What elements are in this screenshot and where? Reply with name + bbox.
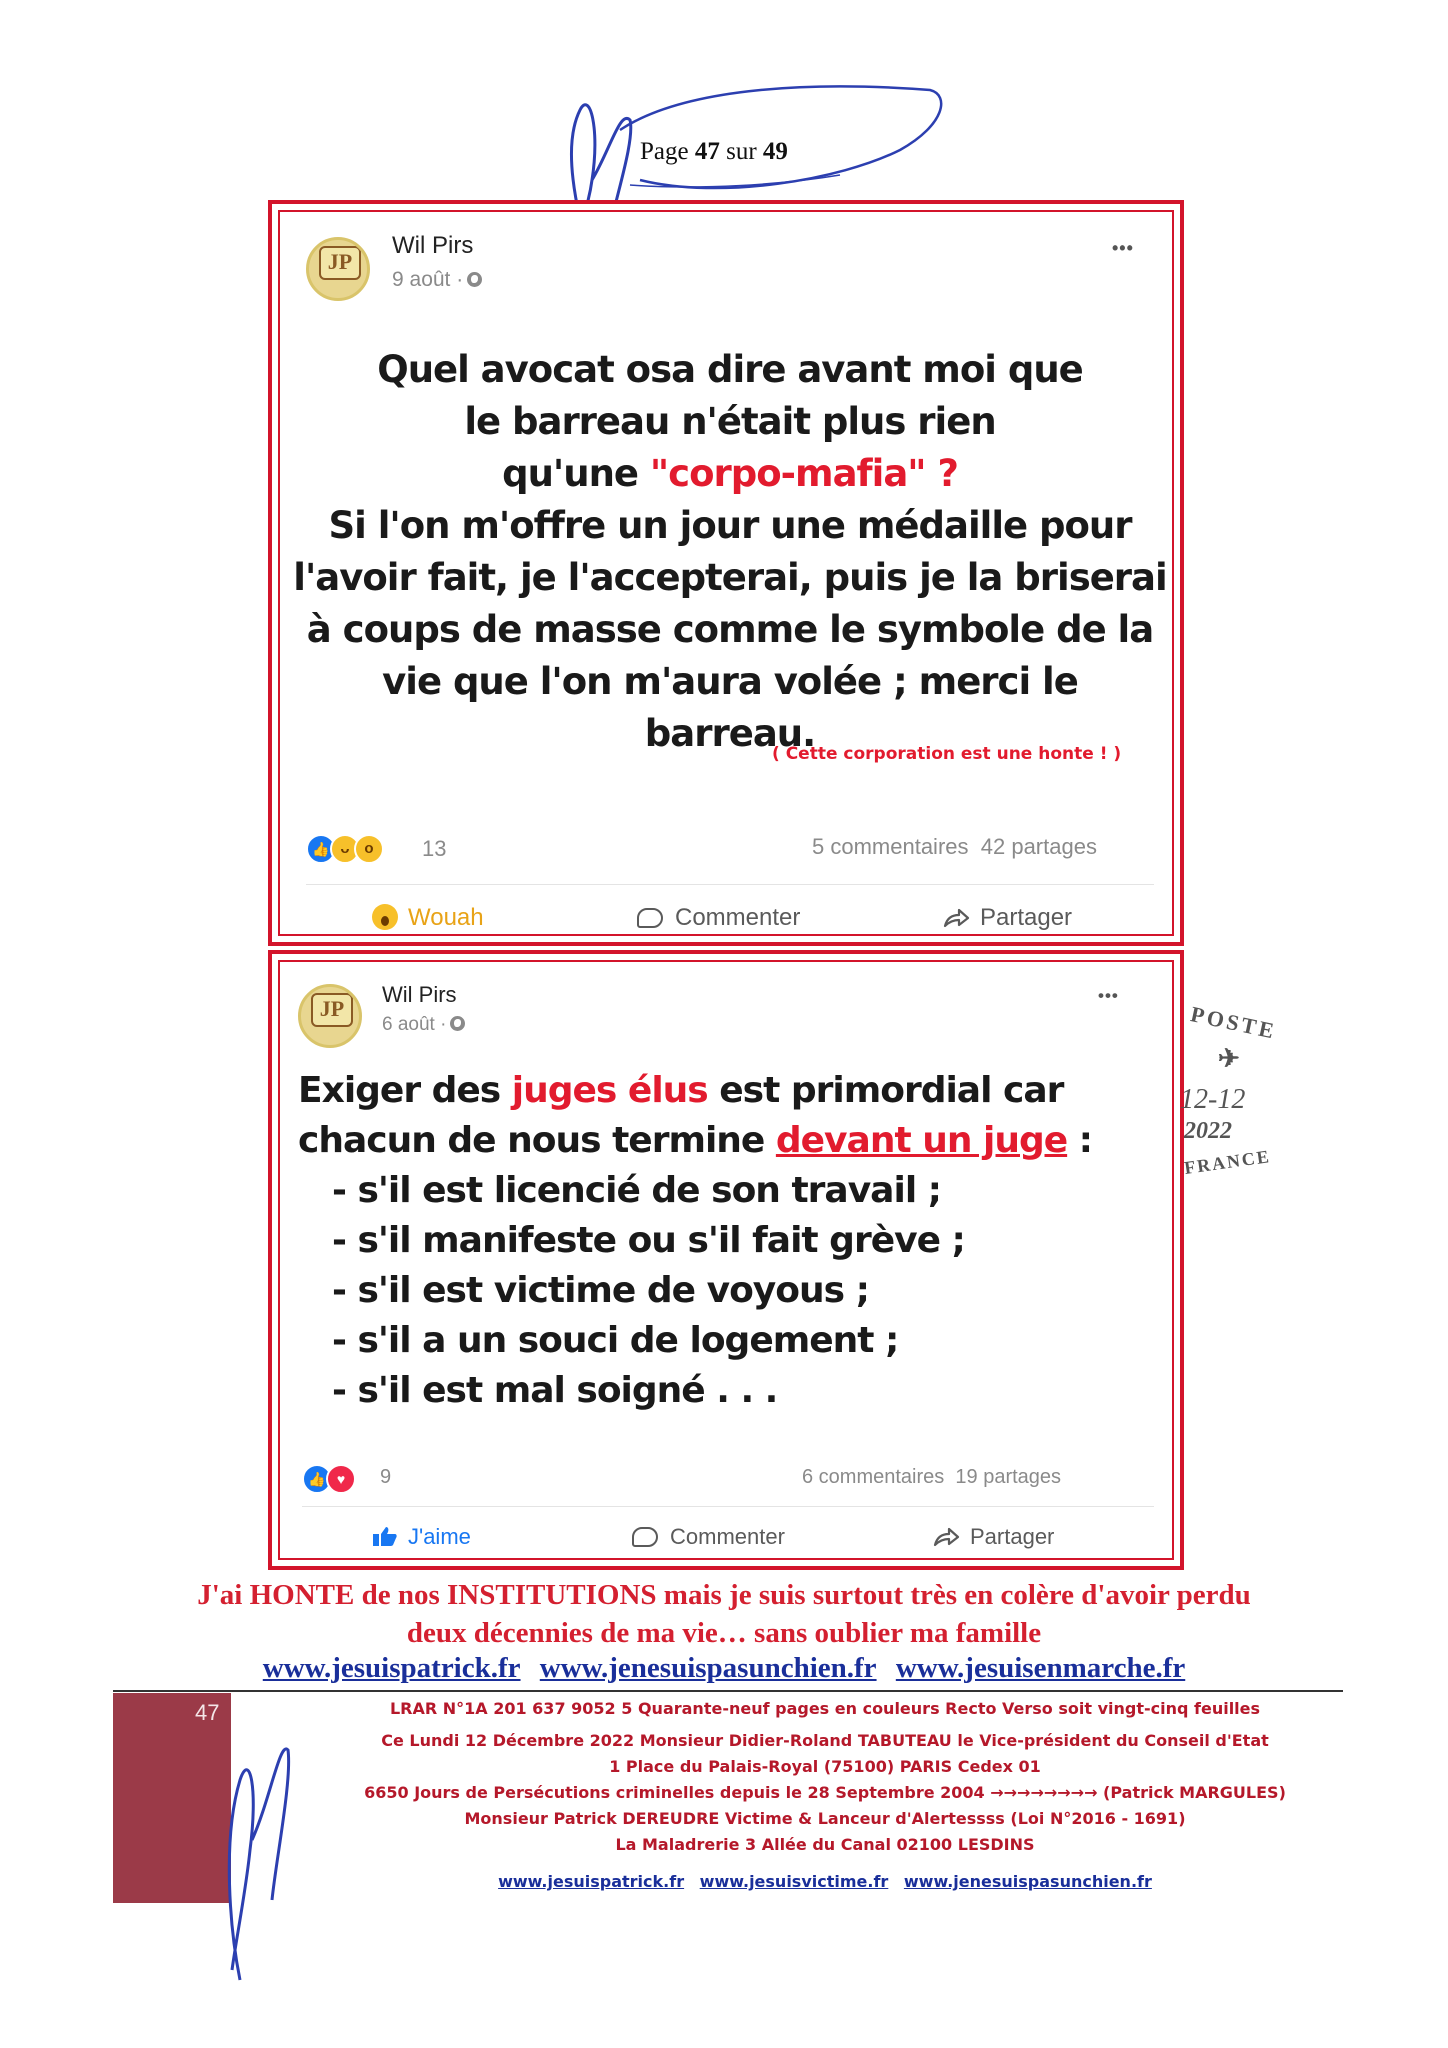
love-reaction-icon: ♥ — [326, 1464, 356, 1494]
share-icon — [942, 907, 970, 929]
more-options-button[interactable]: ••• — [1098, 986, 1119, 1005]
comment-icon — [637, 908, 663, 928]
footer-links — [300, 1872, 1350, 1891]
comment-icon — [632, 1527, 658, 1547]
author-name[interactable]: Wil Pirs — [392, 232, 474, 259]
post-text: Exiger des juges élus est primordial car chacun de nous termine devant un juge : — [298, 1070, 1093, 1161]
footer-link-jenesuispasunchien[interactable]: www.jenesuispasunchien.fr — [903, 1872, 1152, 1891]
link-jesuisenmarche[interactable]: www.jesuisenmarche.fr — [895, 1652, 1186, 1684]
author-avatar — [306, 237, 370, 301]
author-name[interactable]: Wil Pirs — [382, 982, 457, 1007]
facebook-post-2 — [268, 950, 1184, 1570]
footer-link-jesuispatrick[interactable]: www.jesuispatrick.fr — [498, 1872, 685, 1891]
author-avatar — [298, 984, 362, 1048]
shame-statement: J'ai HONTE de nos INSTITUTIONS mais je suis surtout très en colère d'avoir perdu deux décennies de ma vie… sans oublier ma famille — [197, 1579, 1251, 1649]
reaction-count: 13 — [422, 836, 447, 861]
reaction-icons[interactable] — [302, 1464, 372, 1494]
comment-button[interactable]: Commenter — [637, 904, 800, 932]
wow-icon — [372, 904, 398, 930]
stamp-bird-icon: ✈ — [1218, 1044, 1240, 1073]
globe-icon — [450, 1016, 465, 1031]
footer-link-jesuisvictime[interactable]: www.jesuisvictime.fr — [699, 1872, 889, 1891]
postal-stamp: POSTE ✈ 12-12 2022 FRANCE — [1180, 1001, 1279, 1178]
post-stats[interactable]: 6 commentaires 19 partages — [802, 1466, 1062, 1488]
website-links — [0, 1652, 1448, 1685]
share-icon — [932, 1526, 960, 1548]
facebook-post-1 — [268, 200, 1184, 946]
haha-reaction-icon: ᴗ — [330, 834, 360, 864]
post-list: - s'il est licencié de son travail ; - s'il manifeste ou s'il fait grève ; - s'il est victime de voyous ; - s'il a un souci de logement ; - s'il est mal soigné . . . — [332, 1170, 965, 1411]
wow-button[interactable]: Wouah — [372, 904, 484, 932]
reaction-count: 9 — [380, 1466, 392, 1488]
like-reaction-icon: 👍 — [306, 834, 336, 864]
more-options-button[interactable]: ••• — [1112, 238, 1134, 258]
page-number: Page 47 sur 49 — [640, 138, 788, 165]
share-button[interactable]: Partager — [942, 904, 1072, 932]
post-stats[interactable]: 5 commentaires 42 partages — [812, 834, 1097, 859]
page-badge-number: 47 — [195, 1700, 220, 1725]
post-note: ( Cette corporation est une honte ! ) — [772, 744, 1122, 764]
like-reaction-icon: 👍 — [302, 1464, 332, 1494]
post-date: 9 août · — [392, 268, 482, 292]
reaction-icons[interactable] — [306, 834, 406, 864]
post-text: Quel avocat osa dire avant moi que le barreau n'était plus rien qu'une "corpo-mafia" ? Si l'on m'offre un jour une médaille pour l'avoir fait, je l'accepterai, puis je la briserai à coups de masse comme le symbole de la vie que l'on m'aura volée ; merci le barreau. — [293, 348, 1167, 755]
link-jesuispatrick[interactable]: www.jesuispatrick.fr — [262, 1652, 521, 1684]
link-jenesuispasunchien[interactable]: www.jenesuispasunchien.fr — [539, 1652, 877, 1684]
share-button[interactable]: Partager — [932, 1524, 1054, 1550]
wow-reaction-icon: o — [354, 834, 384, 864]
comment-button[interactable]: Commenter — [632, 1524, 785, 1550]
footer-text: LRAR N°1A 201 637 9052 5 Quarante-neuf pages en couleurs Recto Verso soit vingt-cinq feuilles Ce Lundi 12 Décembre 2022 Monsieur Didier-Roland TABUTEAU le Vice-président du Conseil d'Etat 1 Place du Palais-Royal (75100) PARIS Cedex 01 6650 Jours de Persécutions criminelles depuis le 28 Septembre 2004 →→→→→→→→ (Patrick MARGULES) Monsieur Patrick DEREUDRE Victime & Lanceur d'Alertessss (Loi N°2016 - 1691) La Maladrerie 3 Allée du Canal 02100 LESDINS — [364, 1699, 1286, 1854]
avatar-logo-icon: JP — [319, 246, 361, 280]
avatar-logo-icon: JP — [311, 993, 353, 1027]
globe-icon — [467, 272, 482, 287]
thumbs-up-icon — [372, 1525, 398, 1547]
post-date: 6 août · — [382, 1014, 465, 1036]
like-button[interactable]: J'aime — [372, 1524, 471, 1550]
footer-divider — [113, 1690, 1343, 1692]
